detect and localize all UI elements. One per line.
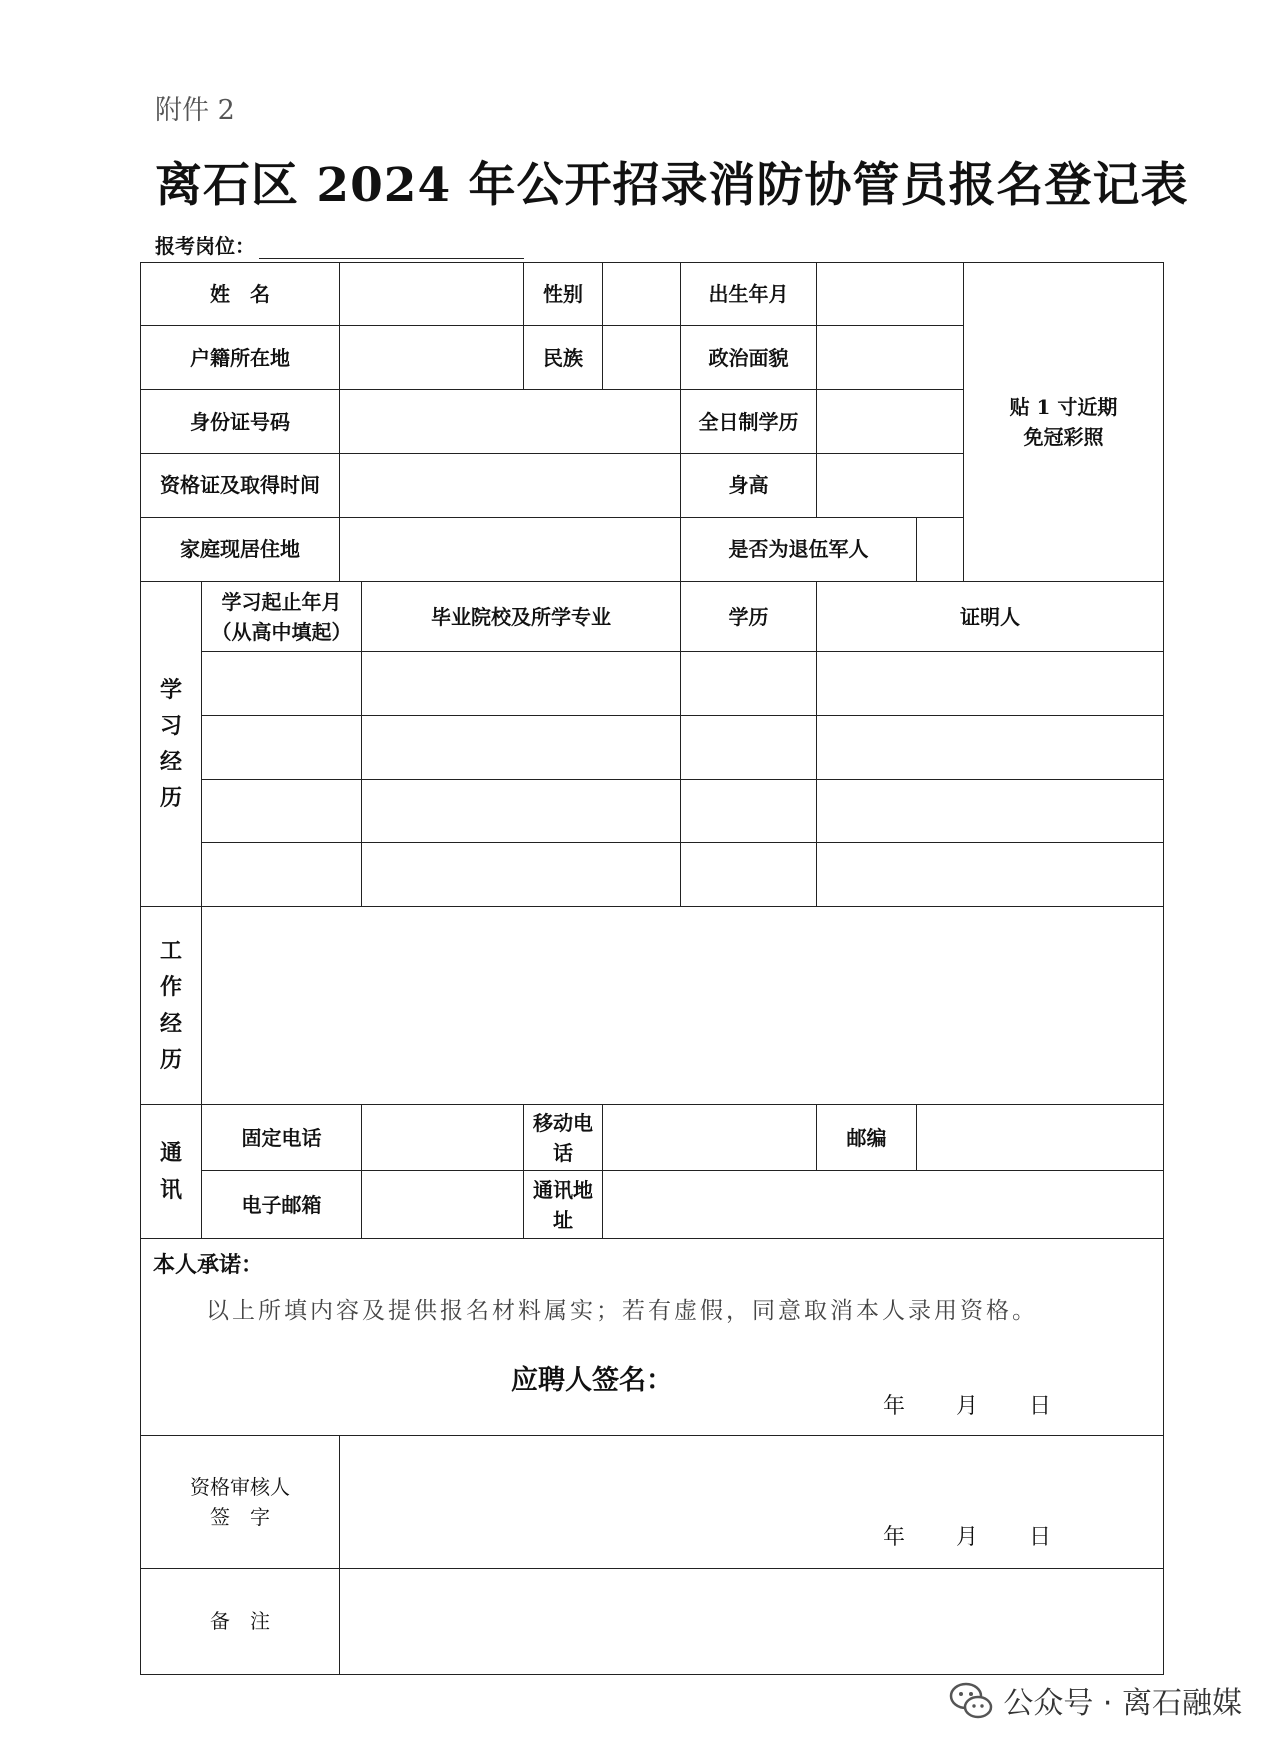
- watermark: [949, 1678, 1242, 1722]
- table-row: [141, 1239, 1164, 1436]
- table-row: [141, 263, 1164, 326]
- post-field: [155, 230, 524, 259]
- table-row: [141, 842, 1164, 906]
- mail-address-value[interactable]: [603, 1171, 1164, 1239]
- study-degree-cell[interactable]: [681, 652, 817, 715]
- work-history-value[interactable]: [202, 907, 1164, 1105]
- table-row: [141, 652, 1164, 715]
- applicant-signature-label: 应聘人签名：: [511, 1365, 673, 1397]
- height-value[interactable]: [817, 453, 964, 517]
- remarks-label: 备 注: [141, 1568, 340, 1674]
- study-period-cell[interactable]: [202, 715, 362, 779]
- pledge-date-day: 日: [1028, 1394, 1051, 1420]
- table-row: [141, 582, 1164, 652]
- reviewer-label: [141, 1436, 340, 1568]
- study-school-header: 毕业院校及所学专业: [362, 582, 681, 652]
- attachment-label: 附件 2: [155, 95, 235, 126]
- reviewer-signature-value[interactable]: [340, 1436, 1164, 1568]
- ethnicity-value[interactable]: [603, 326, 681, 390]
- photo-hint-line1: 贴 1 寸近期: [1009, 395, 1118, 420]
- study-degree-header: 学历: [681, 582, 817, 652]
- remarks-value[interactable]: [340, 1568, 1164, 1674]
- study-witness-header: 证明人: [817, 582, 1164, 652]
- work-section-text: 工作经历: [159, 937, 182, 1073]
- work-section-label: [141, 907, 202, 1105]
- email-value[interactable]: [362, 1171, 524, 1239]
- post-label: 报考岗位：: [155, 234, 255, 258]
- study-witness-cell[interactable]: [817, 715, 1164, 779]
- email-label: 电子邮箱: [202, 1171, 362, 1239]
- study-degree-cell[interactable]: [681, 779, 817, 842]
- name-label: 姓 名: [141, 263, 340, 326]
- study-school-cell[interactable]: [362, 652, 681, 715]
- landline-label: 固定电话: [202, 1104, 362, 1170]
- post-input-line[interactable]: [259, 236, 524, 259]
- postcode-label: 邮编: [817, 1104, 917, 1170]
- pledge-heading: 本人承诺：: [153, 1252, 264, 1279]
- study-school-cell[interactable]: [362, 842, 681, 906]
- political-value[interactable]: [817, 326, 964, 390]
- watermark-text: 公众号 · 离石融媒: [1003, 1686, 1242, 1721]
- review-date-day: 日: [1028, 1524, 1051, 1550]
- wechat-icon: [949, 1680, 993, 1720]
- pledge-date: [883, 1390, 1051, 1423]
- table-row: [141, 715, 1164, 779]
- height-label: 身高: [681, 453, 817, 517]
- gender-label: 性别: [524, 263, 603, 326]
- table-row: [141, 779, 1164, 842]
- veteran-value[interactable]: [917, 517, 964, 581]
- study-period-header: [202, 582, 362, 652]
- study-period-cell[interactable]: [202, 779, 362, 842]
- political-label: 政治面貌: [681, 326, 817, 390]
- household-value[interactable]: [340, 326, 524, 390]
- study-witness-cell[interactable]: [817, 842, 1164, 906]
- landline-value[interactable]: [362, 1104, 524, 1170]
- page-title: 离石区 2024 年公开招录消防协管员报名登记表: [155, 158, 1189, 213]
- gender-value[interactable]: [603, 263, 681, 326]
- name-value[interactable]: [340, 263, 524, 326]
- study-witness-cell[interactable]: [817, 652, 1164, 715]
- study-witness-cell[interactable]: [817, 779, 1164, 842]
- study-degree-cell[interactable]: [681, 842, 817, 906]
- fulltime-edu-value[interactable]: [817, 390, 964, 453]
- table-row: [141, 1171, 1164, 1239]
- mobile-label: 移动电话: [524, 1104, 603, 1170]
- certificate-value[interactable]: [340, 453, 681, 517]
- study-degree-cell[interactable]: [681, 715, 817, 779]
- review-date-year: 年: [882, 1524, 905, 1550]
- study-school-cell[interactable]: [362, 779, 681, 842]
- contact-section-text: 通讯: [159, 1140, 182, 1203]
- study-period-line2: （从高中填起）: [211, 619, 352, 644]
- address-value[interactable]: [340, 517, 681, 581]
- photo-box[interactable]: [964, 263, 1164, 582]
- table-row: [141, 1104, 1164, 1170]
- review-date-month: 月: [955, 1524, 978, 1550]
- birth-label: 出生年月: [681, 263, 817, 326]
- id-number-label: 身份证号码: [141, 390, 340, 453]
- study-school-cell[interactable]: [362, 715, 681, 779]
- ethnicity-label: 民族: [524, 326, 603, 390]
- household-label: 户籍所在地: [141, 326, 340, 390]
- pledge-block: [141, 1239, 1164, 1436]
- contact-section-label: [141, 1104, 202, 1238]
- fulltime-edu-label: 全日制学历: [681, 390, 817, 453]
- study-period-cell[interactable]: [202, 842, 362, 906]
- table-row: [141, 907, 1164, 1105]
- pledge-date-year: 年: [882, 1394, 905, 1420]
- postcode-value[interactable]: [917, 1104, 1164, 1170]
- study-section-text: 学习经历: [159, 676, 182, 812]
- study-period-line1: 学习起止年月: [221, 589, 342, 614]
- veteran-label: 是否为退伍军人: [681, 517, 917, 581]
- mobile-value[interactable]: [603, 1104, 817, 1170]
- pledge-date-month: 月: [955, 1394, 978, 1420]
- address-label: 家庭现居住地: [141, 517, 340, 581]
- registration-table: [140, 262, 1164, 1675]
- study-period-cell[interactable]: [202, 652, 362, 715]
- mail-address-label: 通讯地址: [524, 1171, 603, 1239]
- certificate-label: 资格证及取得时间: [141, 453, 340, 517]
- table-row: [141, 1436, 1164, 1568]
- study-section-label: [141, 582, 202, 907]
- reviewer-label-line2: 签 字: [210, 1504, 270, 1529]
- id-number-value[interactable]: [340, 390, 681, 453]
- photo-hint-line2: 免冠彩照: [1023, 425, 1104, 450]
- pledge-text: 以上所填内容及提供报名材料属实；若有虚假，同意取消本人录用资格。: [206, 1298, 1038, 1325]
- reviewer-label-line1: 资格审核人: [190, 1474, 290, 1499]
- table-row: [141, 1568, 1164, 1674]
- review-date: [883, 1521, 1051, 1554]
- birth-value[interactable]: [817, 263, 964, 326]
